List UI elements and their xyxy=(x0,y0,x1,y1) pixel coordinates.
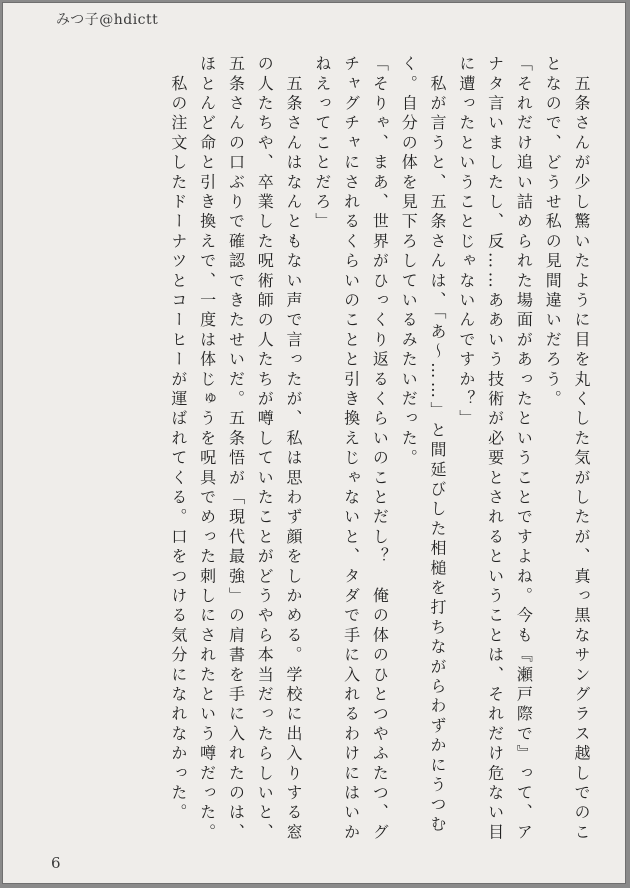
page-number: 6 xyxy=(51,854,61,872)
paragraph: 私の注文したドーナツとコーヒーが運ばれてくる。口をつける気分になれなかった。 xyxy=(168,55,188,824)
paragraph: 「それだけ追い詰められた場面があったということですよね。今も『瀬戸際で』って、アナタ言いましたし、反……ああいう技術が必要とされるということは、それだけ危ない目に遭ったということじゃないんですか？」 xyxy=(456,55,534,843)
paragraph: 「そりゃ、まあ、世界がひっくり返るくらいのことだし？ 俺の体のひとつやふたつ、グチャグチャにされるくらいのことと引き換えじゃないと、タダで手に入れるわけにはいかねえってことだろ」 xyxy=(312,55,390,843)
author-handle: みつ子@hdictt xyxy=(56,12,159,28)
page xyxy=(2,2,626,884)
paragraph: 五条さんが少し驚いたように目を丸くした気がしたが、真っ黒なサングラス越しでのことなので、どうせ私の見間違いだろう。 xyxy=(543,55,591,843)
paragraph: 私が言うと、五条さんは、「あ〜……」と間延びした相槌を打ちながらわずかにうつむく。自分の体を見下ろしているみたいだった。 xyxy=(399,55,448,835)
vertical-body-text xyxy=(47,55,595,849)
paragraph: 五条さんはなんともない声で言ったが、私は思わず顔をしかめる。学校に出入りする窓の人たちや、卒業した呪術師の人たちが噂していたことがどうやら本当だったらしいと、五条さんの口ぶりで確認できたせいだ。五条悟が「現代最強」の肩書を手に入れたのは、ほとんど命と引き換えで、一度は体じゅうを呪具でめった刺しにされたという噂だった。 xyxy=(197,55,304,843)
